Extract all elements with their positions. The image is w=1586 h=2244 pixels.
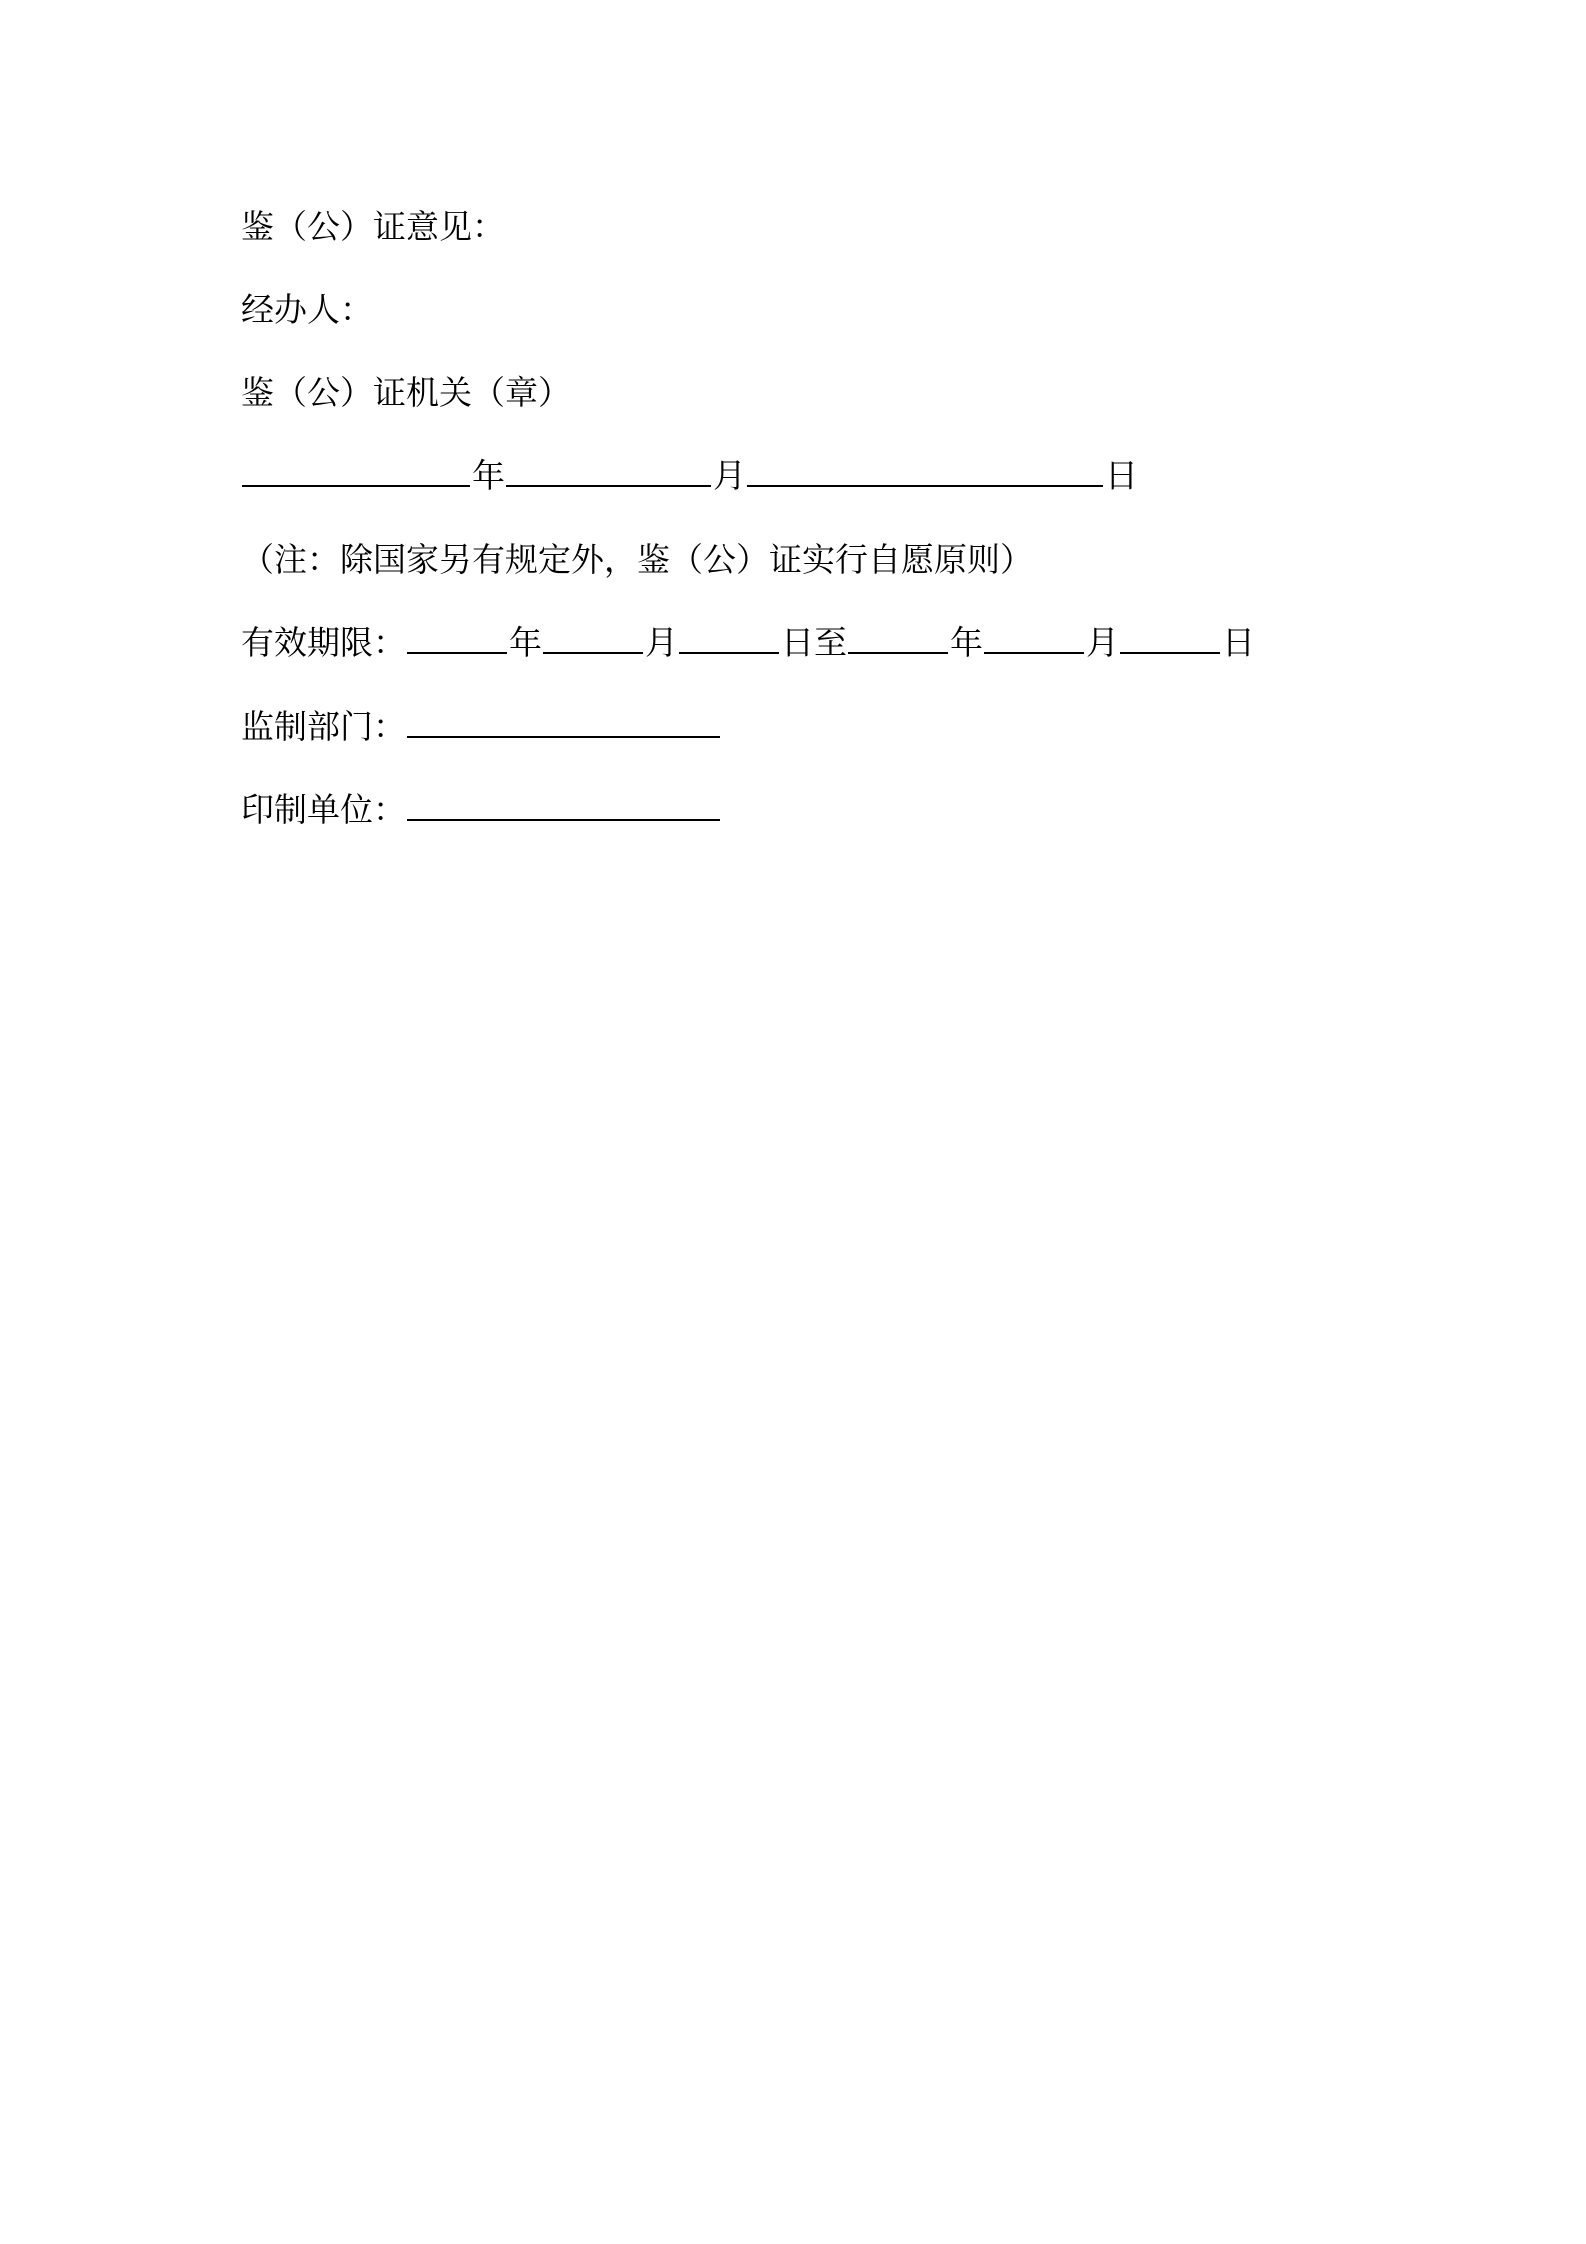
printing-unit-label: 印制单位： [241,790,406,829]
signing-day-label: 日 [1105,456,1138,495]
signing-year-blank[interactable] [242,485,470,487]
notary-office-row [241,363,571,423]
notary-opinion-row [241,197,505,257]
signing-month-label: 月 [713,456,746,495]
note-row [241,530,1033,590]
validity-start-month-label: 月 [645,623,678,662]
printing-unit-blank[interactable] [407,819,720,821]
notary-office-label: 鉴（公）证机关（章） [241,373,571,412]
handler-row [241,280,373,340]
notary-opinion-label: 鉴（公）证意见： [241,207,505,246]
validity-end-day-label: 日 [1222,623,1255,662]
supervising-dept-blank[interactable] [407,736,720,738]
validity-start-day-blank[interactable] [679,652,779,654]
signing-date-row [241,446,1138,506]
signing-day-blank[interactable] [747,485,1103,487]
supervising-dept-row [241,697,722,757]
handler-label: 经办人： [241,290,373,329]
validity-end-year-blank[interactable] [848,652,948,654]
signing-month-blank[interactable] [506,485,711,487]
validity-end-month-blank[interactable] [984,652,1084,654]
validity-start-month-blank[interactable] [543,652,643,654]
validity-start-year-blank[interactable] [407,652,507,654]
validity-row [241,613,1255,673]
validity-end-year-label: 年 [950,623,983,662]
signing-year-label: 年 [472,456,505,495]
validity-label: 有效期限： [241,623,406,662]
validity-end-month-label: 月 [1086,623,1119,662]
supervising-dept-label: 监制部门： [241,707,406,746]
validity-end-day-blank[interactable] [1120,652,1220,654]
printing-unit-row [241,780,722,840]
validity-start-year-label: 年 [509,623,542,662]
note-text: （注：除国家另有规定外，鉴（公）证实行自愿原则） [241,540,1033,579]
validity-start-day-label: 日至 [781,623,847,662]
